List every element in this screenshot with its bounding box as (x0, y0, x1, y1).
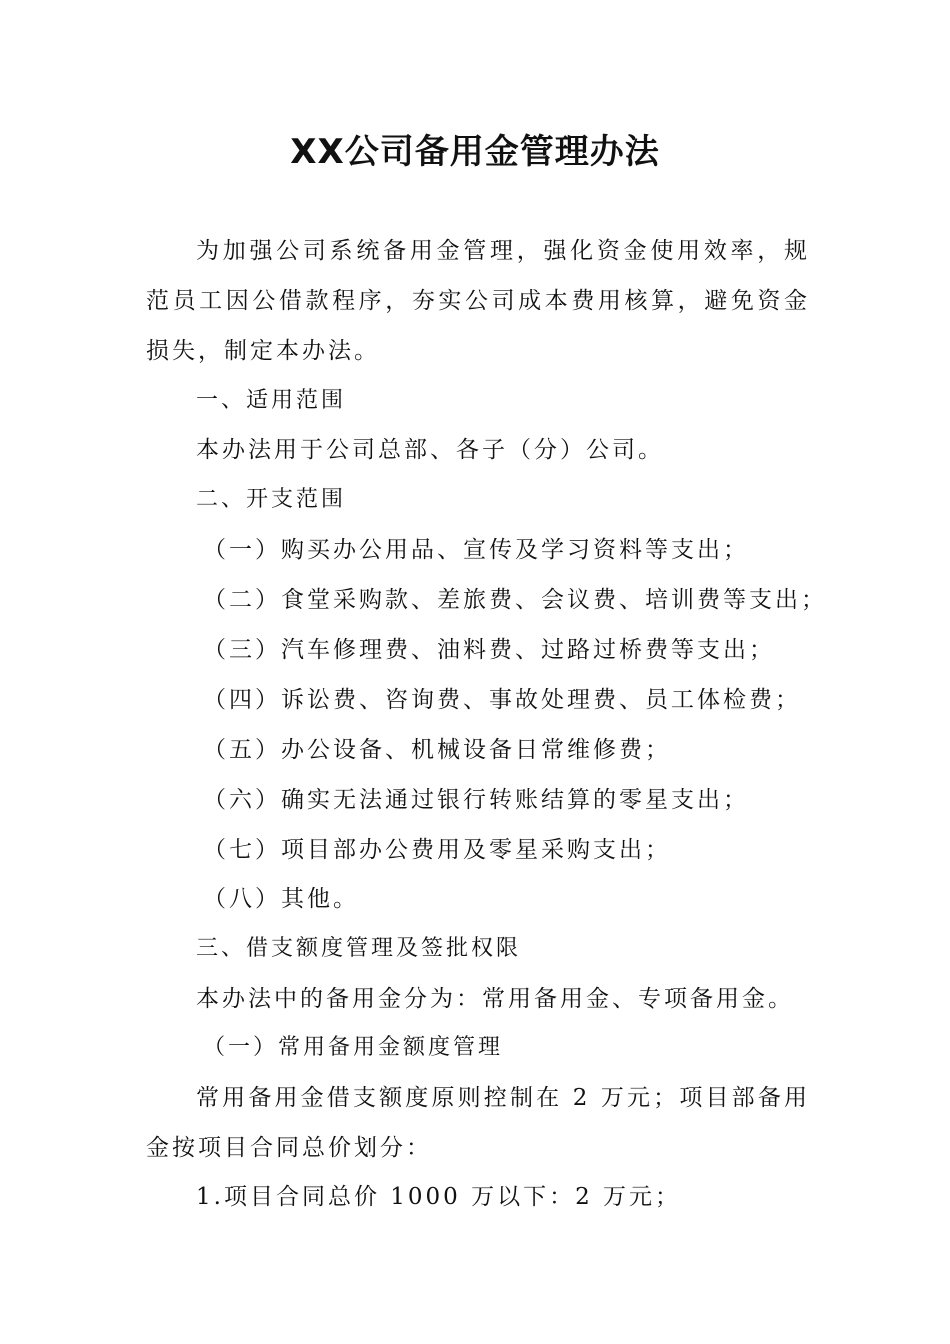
list-item: （一）购买办公用品、宣传及学习资料等支出； (203, 537, 749, 563)
section-1-text: 本办法用于公司总部、各子（分）公司。 (196, 437, 664, 463)
section-3-heading: 三、借支额度管理及签批权限 (196, 936, 522, 961)
list-item: 1.项目合同总价 1000 万以下：2 万元； (196, 1184, 682, 1210)
list-item: （八）其他。 (203, 886, 359, 912)
list-item: （四）诉讼费、咨询费、事故处理费、员工体检费； (203, 687, 801, 713)
list-item: （五）办公设备、机械设备日常维修费； (203, 737, 671, 763)
section-3-sub-text: 常用备用金借支额度原则控制在 2 万元；项目部备用金按项目合同总价划分： (146, 1085, 810, 1161)
list-item: （二）食堂采购款、差旅费、会议费、培训费等支出； (203, 587, 827, 613)
document-title: XX公司备用金管理办法 (290, 132, 660, 172)
section-2-heading: 二、开支范围 (196, 487, 347, 512)
list-item: （六）确实无法通过银行转账结算的零星支出； (203, 787, 749, 813)
intro-paragraph: 为加强公司系统备用金管理，强化资金使用效率，规范员工因公借款程序，夯实公司成本费用核算，避免资金损失，制定本办法。 (146, 238, 810, 364)
list-item: （七）项目部办公费用及零星采购支出； (203, 837, 671, 863)
section-3-subheading: （一）常用备用金额度管理 (203, 1035, 504, 1060)
section-1-heading: 一、适用范围 (196, 388, 347, 413)
list-item: （三）汽车修理费、油料费、过路过桥费等支出； (203, 637, 775, 663)
section-3-text: 本办法中的备用金分为：常用备用金、专项备用金。 (196, 986, 794, 1012)
